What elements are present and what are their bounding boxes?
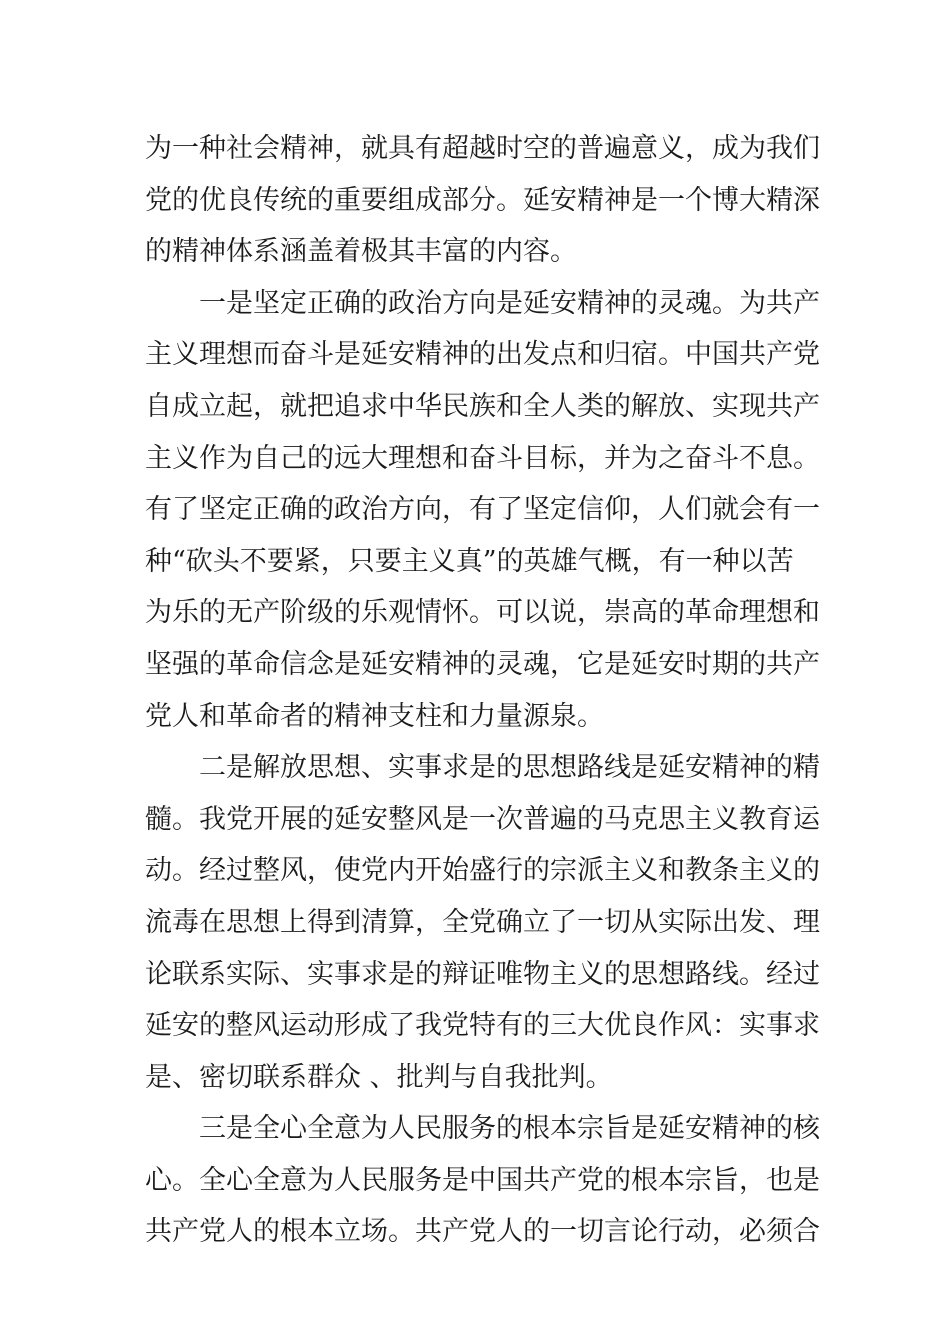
paragraph-start-line: 一是坚定正确的政治方向是延安精神的灵魂。为共产 [199, 287, 820, 319]
text-line: 延安的整风运动形成了我党特有的三大优良作风：实事求 [145, 1010, 820, 1042]
text-line: 主义作为自己的远大理想和奋斗目标，并为之奋斗不息。 [145, 442, 820, 474]
paragraph-start-line: 三是全心全意为人民服务的根本宗旨是延安精神的核 [199, 1113, 820, 1145]
text-line: 坚强的革命信念是延安精神的灵魂，它是延安时期的共产 [145, 648, 820, 680]
text-line: 主义理想而奋斗是延安精神的出发点和归宿。中国共产党 [145, 339, 820, 371]
text-line: 髓。我党开展的延安整风是一次普遍的马克思主义教育运 [145, 803, 820, 835]
text-line: 种“砍头不要紧，只要主义真”的英雄气概，有一种以苦 [145, 545, 794, 577]
text-line: 流毒在思想上得到清算，全党确立了一切从实际出发、理 [145, 906, 820, 938]
text-line: 心。全心全意为人民服务是中国共产党的根本宗旨，也是 [145, 1164, 820, 1196]
document-body [145, 123, 820, 1258]
text-line: 共产党人的根本立场。共产党人的一切言论行动，必须合 [145, 1216, 820, 1248]
paragraph-start-line: 二是解放思想、实事求是的思想路线是延安精神的精 [199, 752, 820, 784]
text-line: 的精神体系涵盖着极其丰富的内容。 [145, 236, 577, 268]
text-line: 为一种社会精神，就具有超越时空的普遍意义，成为我们 [145, 133, 820, 164]
text-line: 有了坚定正确的政治方向，有了坚定信仰，人们就会有一 [145, 494, 820, 526]
text-line: 自成立起，就把追求中华民族和全人类的解放、实现共产 [145, 390, 820, 422]
text-line: 论联系实际、实事求是的辩证唯物主义的思想路线。经过 [145, 958, 820, 990]
text-line: 为乐的无产阶级的乐观情怀。可以说，崇高的革命理想和 [145, 597, 820, 629]
text-line: 党的优良传统的重要组成部分。延安精神是一个博大精深 [145, 184, 820, 216]
text-line: 党人和革命者的精神支柱和力量源泉。 [145, 700, 604, 732]
text-line: 是、密切联系群众 、批判与自我批判。 [145, 1061, 613, 1093]
text-line: 动。经过整风，使党内开始盛行的宗派主义和教条主义的 [145, 855, 820, 887]
